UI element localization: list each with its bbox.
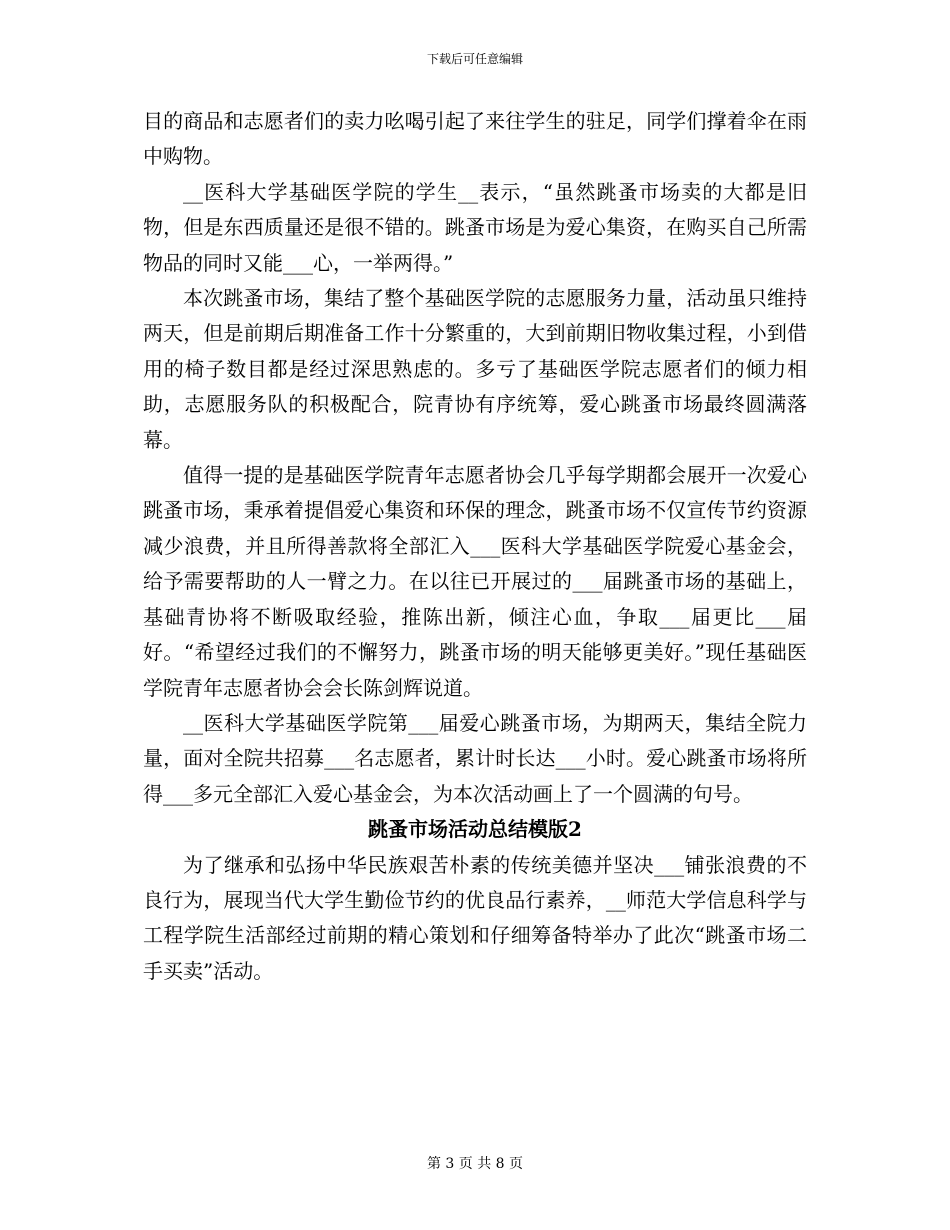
paragraph-5: __医科大学基础医学院第___届爱心跳蚤市场，为期两天，集结全院力量，面对全院共招募___名志愿者，累计时长达___小时。爱心跳蚤市场将所得___多元全部汇入爱心基金会，为本次活动画上了一个圆满的句号。: [143, 710, 807, 806]
page-footer: 第 3 页 共 8 页: [426, 1156, 524, 1172]
paragraph-2: __医科大学基础医学院的学生__表示，“虽然跳蚤市场卖的大都是旧物，但是东西质量还是很不错的。跳蚤市场是为爱心集资，在购买自己所需物品的同时又能___心，一举两得。”: [143, 179, 807, 275]
paragraph-1: 目的商品和志愿者们的卖力吆喝引起了来往学生的驻足，同学们撑着伞在雨中购物。: [143, 109, 807, 169]
document-body: [143, 104, 807, 989]
page-header: 下载后可任意编辑: [426, 52, 523, 66]
paragraph-3: 本次跳蚤市场，集结了整个基础医学院的志愿服务力量，活动虽只维持两天，但是前期后期准备工作十分繁重的，大到前期旧物收集过程，小到借用的椅子数目都是经过深思熟虑的。多亏了基础医学院志愿者们的倾力相助，志愿服务队的积极配合，院青协有序统筹，爱心跳蚤市场最终圆满落幕。: [143, 286, 807, 452]
section-title: 跳蚤市场活动总结模版2: [368, 817, 582, 842]
section-paragraph: 为了继承和弘扬中华民族艰苦朴素的传统美德并坚决___铺张浪费的不良行为，展现当代大学生勤俭节约的优良品行素养，__师范大学信息科学与工程学院生活部经过前期的精心策划和仔细筹备特举办了此次“跳蚤市场二手买卖”活动。: [143, 852, 807, 983]
paragraph-4: 值得一提的是基础医学院青年志愿者协会几乎每学期都会展开一次爱心跳蚤市场，秉承着提倡爱心集资和环保的理念，跳蚤市场不仅宣传节约资源减少浪费，并且所得善款将全部汇入___医科大学基础医学院爱心基金会，给予需要帮助的人一臂之力。在以往已开展过的___届跳蚤市场的基础上，基础青协将不断吸取经验，推陈出新，倾注心血，争取___届更比___届好。“希望经过我们的不懈努力，跳蚤市场的明天能够更美好。”现任基础医学院青年志愿者协会会长陈剑辉说道。: [143, 463, 807, 700]
